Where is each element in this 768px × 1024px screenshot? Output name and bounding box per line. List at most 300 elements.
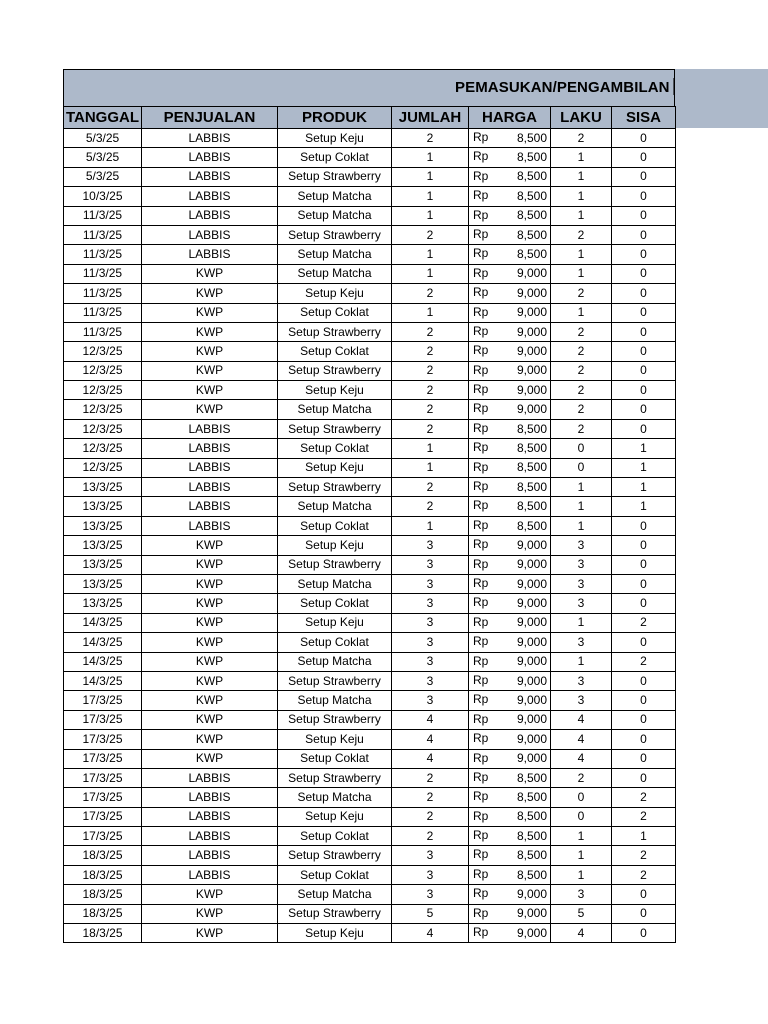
cell-tanggal[interactable]: 17/3/25 <box>64 788 142 807</box>
cell-produk[interactable]: Setup Strawberry <box>278 419 392 438</box>
cell-penjualan[interactable]: LABBIS <box>142 148 278 167</box>
header-tanggal[interactable]: TANGGAL <box>64 107 142 129</box>
cell-laku[interactable]: 2 <box>551 768 612 787</box>
cell-sisa[interactable]: 0 <box>612 303 676 322</box>
cell-sisa[interactable]: 2 <box>612 788 676 807</box>
header-laku[interactable]: LAKU <box>551 107 612 129</box>
cell-laku[interactable]: 1 <box>551 827 612 846</box>
cell-tanggal[interactable]: 12/3/25 <box>64 361 142 380</box>
cell-penjualan[interactable]: KWP <box>142 264 278 283</box>
cell-laku[interactable]: 3 <box>551 555 612 574</box>
cell-tanggal[interactable]: 18/3/25 <box>64 885 142 904</box>
cell-tanggal[interactable]: 18/3/25 <box>64 924 142 943</box>
cell-jumlah[interactable]: 2 <box>392 322 469 341</box>
cell-jumlah[interactable]: 1 <box>392 516 469 535</box>
cell-penjualan[interactable]: KWP <box>142 574 278 593</box>
cell-penjualan[interactable]: LABBIS <box>142 865 278 884</box>
cell-laku[interactable]: 4 <box>551 730 612 749</box>
cell-jumlah[interactable]: 2 <box>392 129 469 148</box>
cell-harga[interactable] <box>469 458 551 477</box>
cell-penjualan[interactable]: LABBIS <box>142 458 278 477</box>
cell-produk[interactable]: Setup Matcha <box>278 187 392 206</box>
cell-produk[interactable]: Setup Keju <box>278 730 392 749</box>
cell-jumlah[interactable]: 3 <box>392 594 469 613</box>
cell-jumlah[interactable]: 1 <box>392 439 469 458</box>
cell-produk[interactable]: Setup Matcha <box>278 691 392 710</box>
cell-harga[interactable] <box>469 749 551 768</box>
cell-jumlah[interactable]: 2 <box>392 768 469 787</box>
cell-harga[interactable] <box>469 671 551 690</box>
cell-sisa[interactable]: 2 <box>612 846 676 865</box>
cell-jumlah[interactable]: 3 <box>392 555 469 574</box>
cell-tanggal[interactable]: 17/3/25 <box>64 807 142 826</box>
cell-tanggal[interactable]: 12/3/25 <box>64 458 142 477</box>
cell-harga[interactable] <box>469 206 551 225</box>
cell-harga[interactable] <box>469 652 551 671</box>
cell-harga[interactable] <box>469 885 551 904</box>
header-harga[interactable]: HARGA <box>469 107 551 129</box>
title-cell[interactable] <box>63 69 675 106</box>
cell-laku[interactable]: 0 <box>551 458 612 477</box>
cell-harga[interactable] <box>469 129 551 148</box>
cell-jumlah[interactable]: 3 <box>392 613 469 632</box>
cell-laku[interactable]: 3 <box>551 633 612 652</box>
cell-jumlah[interactable]: 3 <box>392 865 469 884</box>
cell-harga[interactable] <box>469 924 551 943</box>
cell-tanggal[interactable]: 5/3/25 <box>64 129 142 148</box>
cell-harga[interactable] <box>469 633 551 652</box>
cell-produk[interactable]: Setup Strawberry <box>278 846 392 865</box>
cell-sisa[interactable]: 0 <box>612 768 676 787</box>
cell-laku[interactable]: 4 <box>551 924 612 943</box>
cell-harga[interactable] <box>469 846 551 865</box>
cell-penjualan[interactable]: LABBIS <box>142 225 278 244</box>
cell-penjualan[interactable]: KWP <box>142 671 278 690</box>
cell-harga[interactable] <box>469 710 551 729</box>
cell-produk[interactable]: Setup Strawberry <box>278 904 392 923</box>
cell-penjualan[interactable]: KWP <box>142 691 278 710</box>
cell-sisa[interactable]: 0 <box>612 148 676 167</box>
cell-jumlah[interactable]: 1 <box>392 167 469 186</box>
cell-tanggal[interactable]: 11/3/25 <box>64 322 142 341</box>
cell-tanggal[interactable]: 12/3/25 <box>64 439 142 458</box>
cell-produk[interactable]: Setup Strawberry <box>278 225 392 244</box>
cell-laku[interactable]: 0 <box>551 807 612 826</box>
cell-produk[interactable]: Setup Strawberry <box>278 361 392 380</box>
cell-laku[interactable]: 1 <box>551 516 612 535</box>
cell-jumlah[interactable]: 3 <box>392 574 469 593</box>
cell-jumlah[interactable]: 2 <box>392 361 469 380</box>
cell-laku[interactable]: 1 <box>551 187 612 206</box>
cell-laku[interactable]: 2 <box>551 361 612 380</box>
cell-laku[interactable]: 2 <box>551 342 612 361</box>
cell-tanggal[interactable]: 11/3/25 <box>64 284 142 303</box>
cell-produk[interactable]: Setup Coklat <box>278 827 392 846</box>
cell-tanggal[interactable]: 11/3/25 <box>64 303 142 322</box>
cell-jumlah[interactable]: 1 <box>392 206 469 225</box>
cell-harga[interactable] <box>469 419 551 438</box>
cell-laku[interactable]: 4 <box>551 749 612 768</box>
cell-produk[interactable]: Setup Matcha <box>278 264 392 283</box>
cell-penjualan[interactable]: KWP <box>142 594 278 613</box>
cell-produk[interactable]: Setup Strawberry <box>278 555 392 574</box>
cell-jumlah[interactable]: 2 <box>392 478 469 497</box>
cell-produk[interactable]: Setup Matcha <box>278 497 392 516</box>
cell-produk[interactable]: Setup Keju <box>278 613 392 632</box>
cell-produk[interactable]: Setup Keju <box>278 536 392 555</box>
cell-penjualan[interactable]: LABBIS <box>142 129 278 148</box>
cell-sisa[interactable]: 2 <box>612 807 676 826</box>
cell-laku[interactable]: 1 <box>551 148 612 167</box>
cell-laku[interactable]: 0 <box>551 439 612 458</box>
cell-sisa[interactable]: 0 <box>612 264 676 283</box>
cell-harga[interactable] <box>469 303 551 322</box>
cell-laku[interactable]: 0 <box>551 788 612 807</box>
cell-produk[interactable]: Setup Keju <box>278 458 392 477</box>
cell-harga[interactable] <box>469 187 551 206</box>
cell-laku[interactable]: 3 <box>551 671 612 690</box>
cell-penjualan[interactable]: LABBIS <box>142 807 278 826</box>
cell-tanggal[interactable]: 11/3/25 <box>64 264 142 283</box>
cell-harga[interactable] <box>469 439 551 458</box>
cell-tanggal[interactable]: 17/3/25 <box>64 768 142 787</box>
cell-laku[interactable]: 2 <box>551 322 612 341</box>
cell-tanggal[interactable]: 11/3/25 <box>64 245 142 264</box>
cell-harga[interactable] <box>469 284 551 303</box>
cell-harga[interactable] <box>469 264 551 283</box>
cell-sisa[interactable]: 0 <box>612 749 676 768</box>
cell-laku[interactable]: 3 <box>551 691 612 710</box>
cell-penjualan[interactable]: KWP <box>142 885 278 904</box>
cell-harga[interactable] <box>469 342 551 361</box>
header-penjualan[interactable]: PENJUALAN <box>142 107 278 129</box>
cell-jumlah[interactable]: 2 <box>392 400 469 419</box>
cell-tanggal[interactable]: 13/3/25 <box>64 574 142 593</box>
cell-harga[interactable] <box>469 574 551 593</box>
cell-tanggal[interactable]: 13/3/25 <box>64 555 142 574</box>
cell-tanggal[interactable]: 13/3/25 <box>64 497 142 516</box>
cell-produk[interactable]: Setup Keju <box>278 807 392 826</box>
cell-penjualan[interactable]: KWP <box>142 284 278 303</box>
cell-penjualan[interactable]: LABBIS <box>142 497 278 516</box>
cell-tanggal[interactable]: 14/3/25 <box>64 633 142 652</box>
cell-harga[interactable] <box>469 865 551 884</box>
cell-penjualan[interactable]: KWP <box>142 361 278 380</box>
cell-jumlah[interactable]: 2 <box>392 342 469 361</box>
cell-harga[interactable] <box>469 400 551 419</box>
cell-jumlah[interactable]: 1 <box>392 458 469 477</box>
cell-penjualan[interactable]: KWP <box>142 730 278 749</box>
cell-penjualan[interactable]: KWP <box>142 400 278 419</box>
cell-harga[interactable] <box>469 594 551 613</box>
cell-produk[interactable]: Setup Coklat <box>278 865 392 884</box>
cell-sisa[interactable]: 0 <box>612 671 676 690</box>
cell-tanggal[interactable]: 17/3/25 <box>64 710 142 729</box>
cell-sisa[interactable]: 0 <box>612 594 676 613</box>
cell-sisa[interactable]: 0 <box>612 225 676 244</box>
header-sisa[interactable]: SISA <box>612 107 676 129</box>
cell-penjualan[interactable]: LABBIS <box>142 206 278 225</box>
cell-penjualan[interactable]: LABBIS <box>142 788 278 807</box>
cell-jumlah[interactable]: 4 <box>392 730 469 749</box>
header-produk[interactable]: PRODUK <box>278 107 392 129</box>
cell-harga[interactable] <box>469 768 551 787</box>
cell-jumlah[interactable]: 1 <box>392 245 469 264</box>
cell-tanggal[interactable]: 12/3/25 <box>64 342 142 361</box>
cell-produk[interactable]: Setup Keju <box>278 129 392 148</box>
cell-sisa[interactable]: 0 <box>612 284 676 303</box>
cell-tanggal[interactable]: 12/3/25 <box>64 381 142 400</box>
cell-harga[interactable] <box>469 167 551 186</box>
cell-tanggal[interactable]: 11/3/25 <box>64 225 142 244</box>
cell-tanggal[interactable]: 14/3/25 <box>64 613 142 632</box>
cell-laku[interactable]: 3 <box>551 594 612 613</box>
cell-penjualan[interactable]: LABBIS <box>142 478 278 497</box>
cell-sisa[interactable]: 0 <box>612 633 676 652</box>
cell-tanggal[interactable]: 12/3/25 <box>64 419 142 438</box>
cell-harga[interactable] <box>469 497 551 516</box>
cell-jumlah[interactable]: 3 <box>392 671 469 690</box>
cell-laku[interactable]: 1 <box>551 245 612 264</box>
cell-sisa[interactable]: 0 <box>612 924 676 943</box>
cell-tanggal[interactable]: 17/3/25 <box>64 827 142 846</box>
cell-produk[interactable]: Setup Coklat <box>278 439 392 458</box>
cell-penjualan[interactable]: LABBIS <box>142 827 278 846</box>
cell-laku[interactable]: 2 <box>551 225 612 244</box>
header-jumlah[interactable]: JUMLAH <box>392 107 469 129</box>
cell-jumlah[interactable]: 2 <box>392 807 469 826</box>
cell-jumlah[interactable]: 3 <box>392 633 469 652</box>
cell-sisa[interactable]: 0 <box>612 555 676 574</box>
cell-sisa[interactable]: 0 <box>612 322 676 341</box>
cell-tanggal[interactable]: 13/3/25 <box>64 594 142 613</box>
cell-harga[interactable] <box>469 516 551 535</box>
cell-sisa[interactable]: 2 <box>612 652 676 671</box>
cell-harga[interactable] <box>469 478 551 497</box>
cell-produk[interactable]: Setup Coklat <box>278 342 392 361</box>
cell-produk[interactable]: Setup Matcha <box>278 206 392 225</box>
cell-tanggal[interactable]: 14/3/25 <box>64 652 142 671</box>
cell-jumlah[interactable]: 3 <box>392 885 469 904</box>
cell-laku[interactable]: 1 <box>551 264 612 283</box>
cell-harga[interactable] <box>469 788 551 807</box>
cell-tanggal[interactable]: 13/3/25 <box>64 536 142 555</box>
cell-laku[interactable]: 1 <box>551 478 612 497</box>
cell-tanggal[interactable]: 5/3/25 <box>64 148 142 167</box>
cell-sisa[interactable]: 0 <box>612 691 676 710</box>
cell-sisa[interactable]: 0 <box>612 361 676 380</box>
cell-tanggal[interactable]: 18/3/25 <box>64 904 142 923</box>
cell-produk[interactable]: Setup Strawberry <box>278 478 392 497</box>
cell-sisa[interactable]: 0 <box>612 904 676 923</box>
cell-sisa[interactable]: 0 <box>612 419 676 438</box>
cell-sisa[interactable]: 0 <box>612 885 676 904</box>
cell-penjualan[interactable]: KWP <box>142 613 278 632</box>
cell-laku[interactable]: 1 <box>551 652 612 671</box>
cell-produk[interactable]: Setup Matcha <box>278 245 392 264</box>
cell-penjualan[interactable]: KWP <box>142 381 278 400</box>
cell-penjualan[interactable]: LABBIS <box>142 768 278 787</box>
cell-jumlah[interactable]: 4 <box>392 749 469 768</box>
cell-harga[interactable] <box>469 691 551 710</box>
cell-sisa[interactable]: 1 <box>612 439 676 458</box>
cell-sisa[interactable]: 1 <box>612 458 676 477</box>
cell-produk[interactable]: Setup Coklat <box>278 148 392 167</box>
cell-penjualan[interactable]: KWP <box>142 342 278 361</box>
cell-jumlah[interactable]: 4 <box>392 710 469 729</box>
cell-tanggal[interactable]: 17/3/25 <box>64 730 142 749</box>
cell-sisa[interactable]: 0 <box>612 167 676 186</box>
cell-sisa[interactable]: 2 <box>612 613 676 632</box>
cell-penjualan[interactable]: KWP <box>142 710 278 729</box>
cell-tanggal[interactable]: 14/3/25 <box>64 671 142 690</box>
cell-sisa[interactable]: 1 <box>612 827 676 846</box>
cell-produk[interactable]: Setup Coklat <box>278 749 392 768</box>
cell-sisa[interactable]: 0 <box>612 206 676 225</box>
cell-laku[interactable]: 5 <box>551 904 612 923</box>
cell-sisa[interactable]: 0 <box>612 342 676 361</box>
cell-laku[interactable]: 1 <box>551 497 612 516</box>
cell-harga[interactable] <box>469 827 551 846</box>
cell-jumlah[interactable]: 2 <box>392 225 469 244</box>
cell-laku[interactable]: 1 <box>551 303 612 322</box>
cell-harga[interactable] <box>469 555 551 574</box>
cell-tanggal[interactable]: 13/3/25 <box>64 516 142 535</box>
cell-produk[interactable]: Setup Strawberry <box>278 671 392 690</box>
cell-sisa[interactable]: 0 <box>612 187 676 206</box>
cell-harga[interactable] <box>469 361 551 380</box>
cell-produk[interactable]: Setup Matcha <box>278 400 392 419</box>
cell-penjualan[interactable]: KWP <box>142 652 278 671</box>
cell-harga[interactable] <box>469 904 551 923</box>
cell-harga[interactable] <box>469 322 551 341</box>
cell-harga[interactable] <box>469 613 551 632</box>
cell-penjualan[interactable]: LABBIS <box>142 439 278 458</box>
cell-produk[interactable]: Setup Strawberry <box>278 167 392 186</box>
cell-penjualan[interactable]: KWP <box>142 749 278 768</box>
cell-sisa[interactable]: 0 <box>612 129 676 148</box>
cell-jumlah[interactable]: 2 <box>392 827 469 846</box>
cell-produk[interactable]: Setup Coklat <box>278 594 392 613</box>
cell-laku[interactable]: 3 <box>551 885 612 904</box>
cell-tanggal[interactable]: 18/3/25 <box>64 846 142 865</box>
cell-produk[interactable]: Setup Coklat <box>278 633 392 652</box>
cell-jumlah[interactable]: 5 <box>392 904 469 923</box>
cell-sisa[interactable]: 0 <box>612 381 676 400</box>
cell-harga[interactable] <box>469 148 551 167</box>
cell-tanggal[interactable]: 17/3/25 <box>64 691 142 710</box>
cell-penjualan[interactable]: KWP <box>142 633 278 652</box>
cell-produk[interactable]: Setup Keju <box>278 284 392 303</box>
cell-jumlah[interactable]: 1 <box>392 148 469 167</box>
cell-tanggal[interactable]: 11/3/25 <box>64 206 142 225</box>
cell-harga[interactable] <box>469 730 551 749</box>
cell-harga[interactable] <box>469 381 551 400</box>
cell-tanggal[interactable]: 17/3/25 <box>64 749 142 768</box>
cell-tanggal[interactable]: 13/3/25 <box>64 478 142 497</box>
cell-penjualan[interactable]: LABBIS <box>142 187 278 206</box>
cell-sisa[interactable]: 2 <box>612 865 676 884</box>
cell-jumlah[interactable]: 1 <box>392 264 469 283</box>
cell-jumlah[interactable]: 2 <box>392 788 469 807</box>
cell-jumlah[interactable]: 2 <box>392 284 469 303</box>
cell-penjualan[interactable]: KWP <box>142 536 278 555</box>
cell-jumlah[interactable]: 1 <box>392 187 469 206</box>
cell-laku[interactable]: 1 <box>551 167 612 186</box>
cell-tanggal[interactable]: 12/3/25 <box>64 400 142 419</box>
cell-jumlah[interactable]: 2 <box>392 419 469 438</box>
cell-laku[interactable]: 3 <box>551 574 612 593</box>
cell-produk[interactable]: Setup Matcha <box>278 574 392 593</box>
cell-harga[interactable] <box>469 225 551 244</box>
cell-tanggal[interactable]: 10/3/25 <box>64 187 142 206</box>
cell-laku[interactable]: 1 <box>551 206 612 225</box>
cell-sisa[interactable]: 0 <box>612 516 676 535</box>
cell-harga[interactable] <box>469 245 551 264</box>
cell-produk[interactable]: Setup Coklat <box>278 303 392 322</box>
cell-laku[interactable]: 3 <box>551 536 612 555</box>
cell-penjualan[interactable]: KWP <box>142 303 278 322</box>
cell-sisa[interactable]: 1 <box>612 478 676 497</box>
cell-sisa[interactable]: 0 <box>612 245 676 264</box>
cell-sisa[interactable]: 0 <box>612 574 676 593</box>
cell-jumlah[interactable]: 1 <box>392 303 469 322</box>
cell-jumlah[interactable]: 3 <box>392 652 469 671</box>
cell-produk[interactable]: Setup Strawberry <box>278 322 392 341</box>
cell-sisa[interactable]: 1 <box>612 497 676 516</box>
cell-laku[interactable]: 2 <box>551 284 612 303</box>
cell-laku[interactable]: 4 <box>551 710 612 729</box>
cell-tanggal[interactable]: 5/3/25 <box>64 167 142 186</box>
cell-sisa[interactable]: 0 <box>612 730 676 749</box>
cell-tanggal[interactable]: 18/3/25 <box>64 865 142 884</box>
cell-jumlah[interactable]: 2 <box>392 381 469 400</box>
cell-jumlah[interactable]: 3 <box>392 846 469 865</box>
cell-sisa[interactable]: 0 <box>612 536 676 555</box>
cell-harga[interactable] <box>469 807 551 826</box>
cell-penjualan[interactable]: KWP <box>142 904 278 923</box>
cell-laku[interactable]: 1 <box>551 846 612 865</box>
cell-jumlah[interactable]: 3 <box>392 536 469 555</box>
cell-laku[interactable]: 2 <box>551 400 612 419</box>
cell-produk[interactable]: Setup Matcha <box>278 885 392 904</box>
cell-penjualan[interactable]: LABBIS <box>142 419 278 438</box>
cell-laku[interactable]: 1 <box>551 865 612 884</box>
cell-laku[interactable]: 2 <box>551 419 612 438</box>
cell-penjualan[interactable]: LABBIS <box>142 516 278 535</box>
cell-produk[interactable]: Setup Coklat <box>278 516 392 535</box>
cell-laku[interactable]: 2 <box>551 381 612 400</box>
cell-produk[interactable]: Setup Strawberry <box>278 710 392 729</box>
cell-penjualan[interactable]: KWP <box>142 924 278 943</box>
cell-produk[interactable]: Setup Strawberry <box>278 768 392 787</box>
cell-jumlah[interactable]: 2 <box>392 497 469 516</box>
cell-sisa[interactable]: 0 <box>612 400 676 419</box>
cell-penjualan[interactable]: KWP <box>142 322 278 341</box>
cell-penjualan[interactable]: LABBIS <box>142 846 278 865</box>
cell-sisa[interactable]: 0 <box>612 710 676 729</box>
cell-laku[interactable]: 1 <box>551 613 612 632</box>
cell-jumlah[interactable]: 4 <box>392 924 469 943</box>
cell-harga[interactable] <box>469 536 551 555</box>
cell-produk[interactable]: Setup Keju <box>278 924 392 943</box>
cell-laku[interactable]: 2 <box>551 129 612 148</box>
cell-jumlah[interactable]: 3 <box>392 691 469 710</box>
cell-penjualan[interactable]: LABBIS <box>142 167 278 186</box>
cell-penjualan[interactable]: KWP <box>142 555 278 574</box>
cell-produk[interactable]: Setup Matcha <box>278 788 392 807</box>
cell-produk[interactable]: Setup Matcha <box>278 652 392 671</box>
